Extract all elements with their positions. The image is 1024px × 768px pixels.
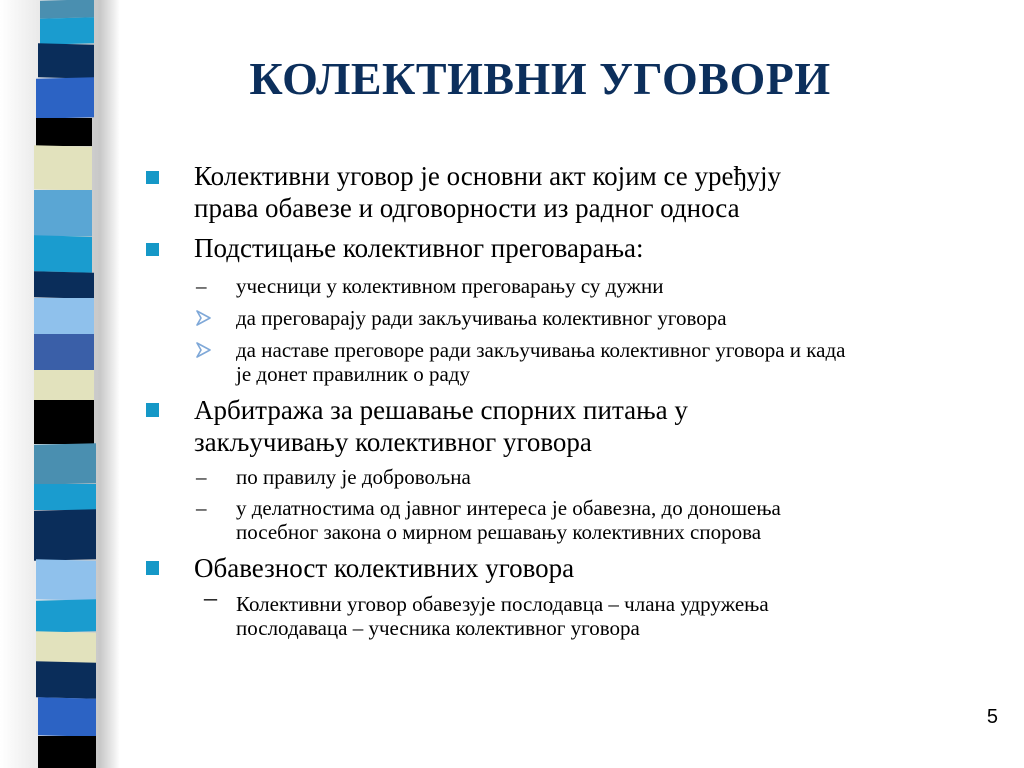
item-line: Подстицање колективног преговарања: bbox=[194, 233, 644, 263]
list-item bbox=[146, 232, 966, 264]
decorative-stripe bbox=[34, 190, 92, 236]
decorative-stripe bbox=[34, 370, 94, 400]
list-item bbox=[196, 274, 976, 298]
item-line: Обавезност колективних уговора bbox=[194, 553, 575, 583]
decorative-stripe bbox=[34, 145, 92, 191]
item-line: посебног закона о мирном решавању колективних спорова bbox=[236, 520, 762, 544]
dash-bullet-icon: – bbox=[196, 274, 207, 298]
decorative-stripe bbox=[38, 43, 94, 78]
square-bullet-icon bbox=[146, 171, 159, 184]
decorative-stripe bbox=[36, 77, 94, 119]
dash-bullet-icon: – bbox=[196, 496, 207, 520]
decorative-stripe bbox=[34, 235, 92, 273]
decorative-stripe bbox=[34, 298, 94, 334]
decorative-stripe bbox=[38, 697, 96, 737]
item-line: Колективни уговор је основни акт којим се уређују bbox=[194, 161, 782, 191]
list-item bbox=[146, 394, 966, 458]
decorative-stripe bbox=[34, 484, 96, 510]
item-line: Арбитража за решавање спорних питања у bbox=[194, 395, 688, 425]
decorative-stripe bbox=[40, 0, 94, 19]
item-line: да наставе преговоре ради закључивања колективног уговора и када bbox=[236, 338, 846, 362]
item-line: по правилу је добровољна bbox=[236, 465, 471, 489]
item-line: Колективни уговор обавезује послодавца – члана удружења bbox=[236, 592, 769, 616]
list-item bbox=[196, 338, 986, 386]
decorative-stripe bbox=[34, 509, 96, 561]
item-line: закључивању колективног уговора bbox=[194, 427, 592, 457]
arrow-bullet-icon bbox=[196, 342, 212, 358]
square-bullet-icon bbox=[146, 561, 159, 575]
decorative-stripe bbox=[36, 661, 96, 699]
decorative-stripe bbox=[36, 118, 92, 146]
dash-bullet-icon: – bbox=[204, 583, 217, 612]
slide-title: КОЛЕКТИВНИ УГОВОРИ bbox=[249, 53, 831, 104]
dash-bullet-icon: – bbox=[196, 465, 207, 489]
decorative-stripe bbox=[38, 736, 96, 768]
item-line: послодаваца – учесника колективног уговора bbox=[236, 616, 640, 640]
decorative-stripe bbox=[36, 599, 96, 633]
list-item bbox=[204, 583, 974, 640]
decorative-stripe bbox=[40, 17, 94, 44]
list-item bbox=[196, 496, 976, 544]
list-item bbox=[196, 465, 976, 489]
item-line: учесници у колективном преговарању су дужни bbox=[236, 274, 664, 298]
square-bullet-icon bbox=[146, 243, 159, 256]
page-number: 5 bbox=[986, 706, 998, 728]
item-line: да преговарају ради закључивања колективног уговора bbox=[236, 306, 727, 330]
decorative-stripe bbox=[36, 631, 96, 663]
decorative-stripe bbox=[34, 271, 94, 299]
item-line: права обавезе и одговорности из радног односа bbox=[194, 193, 740, 223]
list-item bbox=[146, 160, 966, 224]
decorative-stripe bbox=[34, 334, 94, 370]
arrow-bullet-icon bbox=[196, 310, 212, 326]
list-item bbox=[196, 306, 976, 330]
square-bullet-icon bbox=[146, 403, 159, 417]
item-line: је донет правилник о раду bbox=[236, 362, 470, 386]
decorative-stripe bbox=[34, 400, 94, 444]
item-line: у делатностима од јавног интереса је обавезна, до доношења bbox=[236, 496, 781, 520]
list-item bbox=[146, 552, 966, 584]
decorative-stripe bbox=[34, 443, 96, 485]
decorative-stripe bbox=[36, 559, 96, 601]
